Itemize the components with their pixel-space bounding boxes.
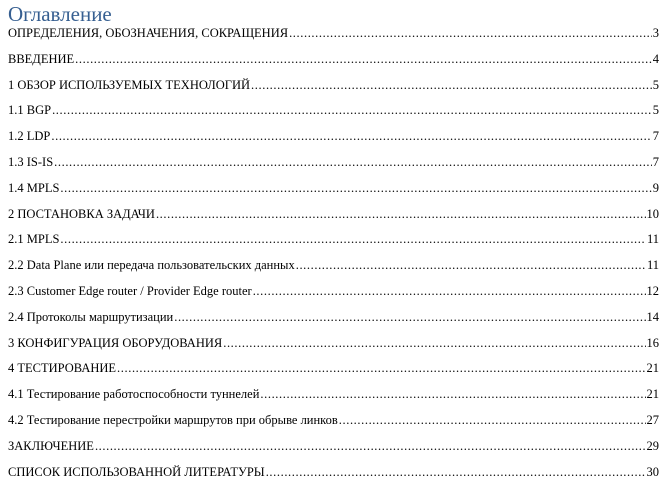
toc-entry-chapter-1[interactable]	[8, 77, 659, 103]
toc-entry-page: 5	[652, 77, 659, 92]
toc-entry-text: 2 ПОСТАНОВКА ЗАДАЧИ	[8, 206, 155, 221]
toc-entry-text: 4.1 Тестирование работоспособности туннелей	[8, 387, 260, 402]
toc-entry-text: 2.1 MPLS	[8, 232, 60, 247]
toc-entry-text: 1.1 BGP	[8, 103, 52, 118]
toc-dot-leader	[253, 283, 646, 299]
toc-entry-page: 3	[652, 26, 659, 40]
toc-entry-1-3[interactable]	[8, 154, 659, 180]
toc-entry-text: ЗАКЛЮЧЕНИЕ	[8, 438, 94, 453]
toc-entry-page: 10	[646, 206, 659, 221]
toc-dot-leader	[75, 51, 652, 67]
toc-entry-introduction[interactable]	[8, 51, 659, 77]
toc-entry-page: 5	[652, 103, 659, 118]
toc-entry-text: СПИСОК ИСПОЛЬЗОВАННОЙ ЛИТЕРАТУРЫ	[8, 464, 265, 479]
toc-dot-leader	[266, 464, 646, 480]
toc-dot-leader	[54, 154, 652, 170]
toc-entry-page: 9	[652, 180, 659, 195]
toc-entry-chapter-3[interactable]	[8, 335, 659, 361]
toc-entry-2-4[interactable]	[8, 309, 659, 335]
toc-entry-page: 16	[646, 335, 659, 350]
toc-entry-text: 4.2 Тестирование перестройки маршрутов при обрыве линков	[8, 412, 338, 427]
toc-entry-page: 4	[652, 51, 659, 66]
toc-dot-leader	[251, 77, 652, 93]
toc-entry-page: 11	[646, 258, 659, 273]
toc-entry-2-2[interactable]	[8, 257, 659, 283]
toc-entry-page: 30	[646, 464, 659, 479]
toc-entry-text: 2.2 Data Plane или передача пользовательских данных	[8, 258, 295, 273]
toc-dot-leader	[52, 102, 652, 118]
toc-entry-2-1[interactable]	[8, 231, 659, 257]
toc-dot-leader	[260, 386, 645, 402]
toc-entry-text: 3 КОНФИГУРАЦИЯ ОБОРУДОВАНИЯ	[8, 335, 223, 350]
toc-dot-leader	[60, 231, 646, 247]
toc-entry-4-1[interactable]	[8, 386, 659, 412]
toc-entry-text: 2.3 Customer Edge router / Provider Edge router	[8, 283, 252, 298]
toc-entry-conclusion[interactable]	[8, 438, 659, 464]
toc-entry-text: 1.3 IS-IS	[8, 154, 54, 169]
toc-entry-page: 27	[646, 412, 659, 427]
toc-entry-page: 21	[646, 387, 659, 402]
toc-entry-chapter-2[interactable]	[8, 206, 659, 232]
toc-entry-text: 2.4 Протоколы маршрутизации	[8, 309, 174, 324]
toc-entry-1-1[interactable]	[8, 102, 659, 128]
toc-entry-page: 29	[646, 438, 659, 453]
toc-entry-chapter-4[interactable]	[8, 360, 659, 386]
toc-entry-text: 4 ТЕСТИРОВАНИЕ	[8, 361, 117, 376]
toc-entry-text: 1 ОБЗОР ИСПОЛЬЗУЕМЫХ ТЕХНОЛОГИЙ	[8, 77, 251, 92]
toc-dot-leader	[95, 438, 646, 454]
toc-entry-text: 1.4 MPLS	[8, 180, 60, 195]
toc-entry-page: 11	[646, 232, 659, 247]
toc-dot-leader	[60, 180, 651, 196]
toc-entry-text: 1.2 LDP	[8, 129, 51, 144]
toc-entry-page: 7	[652, 129, 659, 144]
toc-dot-leader	[289, 25, 652, 41]
toc-list	[8, 25, 659, 489]
toc-entry-1-2[interactable]	[8, 128, 659, 154]
toc-entry-1-4[interactable]	[8, 180, 659, 206]
toc-entry-page: 21	[646, 361, 659, 376]
toc-title: Оглавление	[8, 2, 112, 26]
toc-dot-leader	[296, 257, 646, 273]
toc-entry-4-2[interactable]	[8, 412, 659, 438]
toc-dot-leader	[156, 206, 646, 222]
toc-dot-leader	[223, 335, 645, 351]
toc-dot-leader	[174, 309, 645, 325]
toc-dot-leader	[51, 128, 651, 144]
toc-dot-leader	[339, 412, 646, 428]
toc-entry-2-3[interactable]	[8, 283, 659, 309]
toc-entry-page: 14	[646, 309, 659, 324]
toc-entry-page: 12	[646, 283, 659, 298]
toc-dot-leader	[117, 360, 645, 376]
toc-entry-text: ОПРЕДЕЛЕНИЯ, ОБОЗНАЧЕНИЯ, СОКРАЩЕНИЯ	[8, 26, 289, 40]
toc-entry-references[interactable]	[8, 464, 659, 490]
toc-entry-text: ВВЕДЕНИЕ	[8, 51, 75, 66]
toc-entry-definitions[interactable]	[8, 25, 659, 51]
toc-entry-page: 7	[652, 154, 659, 169]
